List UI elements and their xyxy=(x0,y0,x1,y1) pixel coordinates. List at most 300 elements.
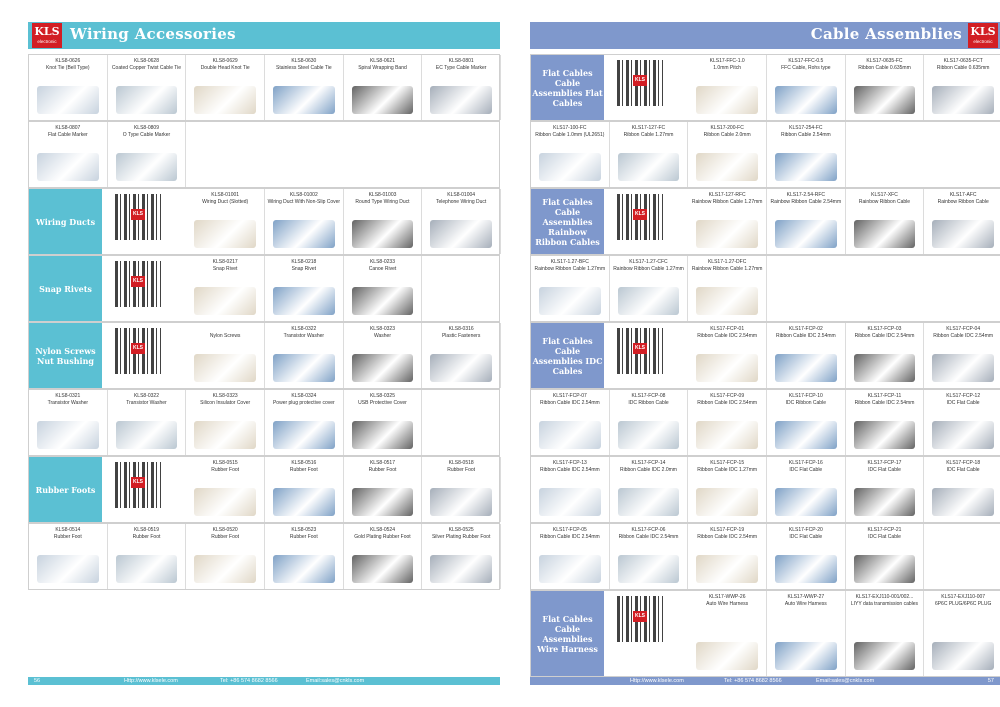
product-code: KLS8-0519 xyxy=(133,527,159,533)
product-cell[interactable] xyxy=(846,524,925,589)
product-code: KLS8-0324 xyxy=(291,393,317,399)
kls-logo xyxy=(968,23,998,48)
product-photo xyxy=(194,220,256,248)
product-code: KLS8-0520 xyxy=(212,527,238,533)
product-cell[interactable] xyxy=(344,189,423,254)
product-code: KLS8-0217 xyxy=(212,259,238,265)
product-cell[interactable] xyxy=(767,457,846,522)
product-photo xyxy=(854,555,916,583)
product-photo xyxy=(696,421,758,449)
product-code: KLS17-FCP-16 xyxy=(788,460,823,466)
product-code: KLS17-WWP-26 xyxy=(708,594,746,600)
right-page xyxy=(530,22,1000,684)
product-code: KLS17-200-FC xyxy=(710,125,744,131)
product-name: Ribbon Cable 0.635mm xyxy=(858,65,911,71)
product-cell[interactable] xyxy=(767,122,846,187)
product-code: KLS17-0635-FC xyxy=(866,58,903,64)
product-name: Double Head Knot Tie xyxy=(200,65,250,71)
product-cell[interactable] xyxy=(344,457,423,522)
product-name: IDC Flat Cable xyxy=(789,467,823,473)
product-cell[interactable] xyxy=(924,457,1000,522)
product-name: Telephone Wiring Duct xyxy=(436,199,487,205)
product-cell[interactable] xyxy=(29,122,108,187)
product-cell[interactable] xyxy=(924,323,1000,388)
product-cell[interactable] xyxy=(186,323,265,388)
product-photo xyxy=(273,220,335,248)
product-code: KLS17-FCP-18 xyxy=(946,460,981,466)
product-photo xyxy=(775,555,837,583)
product-cell[interactable] xyxy=(767,55,846,120)
product-cell[interactable] xyxy=(688,256,767,321)
product-photo xyxy=(273,555,335,583)
logo-sub: electronic xyxy=(37,39,57,44)
product-cell[interactable] xyxy=(29,55,108,120)
product-name: USB Protective Cover xyxy=(358,400,407,406)
kls-logo: KLS xyxy=(131,343,145,354)
product-name: Spiral Wrapping Band xyxy=(358,65,407,71)
product-code: KLS8-0525 xyxy=(448,527,474,533)
product-code: KLS17-0635-FCT xyxy=(943,58,983,64)
product-cell[interactable] xyxy=(767,591,846,676)
product-code: KLS8-0515 xyxy=(212,460,238,466)
product-name: Ribbon Cable IDC 2.54mm xyxy=(539,467,600,473)
product-photo xyxy=(116,421,178,449)
product-cell[interactable] xyxy=(688,457,767,522)
product-code: KLS8-0628 xyxy=(133,58,159,64)
product-photo xyxy=(352,421,414,449)
product-photo xyxy=(775,220,837,248)
logo-main: KLS xyxy=(970,25,996,38)
product-photo xyxy=(775,153,837,181)
product-cell[interactable] xyxy=(422,524,501,589)
product-name: EC Type Cable Marker xyxy=(435,65,487,71)
product-photo xyxy=(352,488,414,516)
product-code: KLS17-FCP-05 xyxy=(552,527,587,533)
product-name: Knot Tie (Bell Type) xyxy=(46,65,90,71)
product-code: KLS8-0516 xyxy=(291,460,317,466)
product-code: KLS17-1.27-BFC xyxy=(550,259,589,265)
product-cell[interactable] xyxy=(265,323,344,388)
product-name: Rainbow Ribbon Cable 1.27mm xyxy=(691,199,763,205)
product-cell[interactable] xyxy=(846,591,925,676)
product-photo xyxy=(696,488,758,516)
product-photo xyxy=(854,220,916,248)
product-name: Plastic Fasteners xyxy=(441,333,481,339)
product-code: KLS17-FCP-12 xyxy=(946,393,981,399)
product-photo xyxy=(37,555,99,583)
product-name: Rubber Foot xyxy=(368,467,397,473)
product-name: IDC Flat Cable xyxy=(789,534,823,540)
product-code: KLS17-EXJ110-001/002... xyxy=(855,594,914,600)
product-photo xyxy=(932,354,994,382)
product-cell[interactable] xyxy=(767,524,846,589)
section-banner: Flat Cables Cable Assemblies Flat Cables xyxy=(531,55,604,120)
product-cell[interactable] xyxy=(924,189,1000,254)
product-photo xyxy=(352,354,414,382)
footer-tel: Tel: +86 574 8682 8566 xyxy=(220,678,278,684)
product-code: KLS17-100-FC xyxy=(553,125,587,131)
product-code: KLS17-127-RFC xyxy=(708,192,746,198)
section-banner: Flat Cables Cable Assemblies Wire Harness xyxy=(531,591,604,676)
product-cell[interactable] xyxy=(265,189,344,254)
product-name: Stainless Steel Cable Tie xyxy=(276,65,332,71)
section-row xyxy=(530,590,1000,677)
product-photo xyxy=(194,287,256,315)
product-cell[interactable] xyxy=(108,390,187,455)
product-photo xyxy=(194,555,256,583)
product-code: KLS17-2.54-RFC xyxy=(786,192,825,198)
product-code: KLS8-0218 xyxy=(291,259,317,265)
product-name: Ribbon Cable 2.0mm xyxy=(703,132,751,138)
section-row xyxy=(530,188,1000,255)
product-cell[interactable] xyxy=(924,591,1000,676)
product-cell[interactable] xyxy=(846,55,925,120)
product-cell[interactable] xyxy=(344,55,423,120)
product-cell[interactable] xyxy=(344,323,423,388)
section-banner: Rubber Foots xyxy=(29,457,102,522)
product-cell[interactable] xyxy=(846,390,925,455)
product-cell[interactable] xyxy=(186,457,265,522)
left-footer xyxy=(28,677,500,685)
product-cell[interactable] xyxy=(531,256,610,321)
product-name: Ribbon Cable IDC 2.54mm xyxy=(697,400,758,406)
product-code: KLS17-127-FC xyxy=(631,125,666,131)
product-cell[interactable] xyxy=(186,256,265,321)
product-cell[interactable] xyxy=(688,122,767,187)
product-photo xyxy=(539,421,601,449)
product-code: KLS17-FCP-17 xyxy=(867,460,902,466)
product-cell[interactable] xyxy=(688,323,767,388)
product-photo xyxy=(696,555,758,583)
product-cell[interactable] xyxy=(344,256,423,321)
product-photo xyxy=(273,421,335,449)
product-name: Nylon Screws xyxy=(209,333,241,339)
product-cell[interactable] xyxy=(610,256,689,321)
product-cell[interactable] xyxy=(422,457,501,522)
product-name: Coated Copper Twist Cable Tie xyxy=(111,65,182,71)
product-photo xyxy=(539,287,601,315)
product-name: Canoe Rivet xyxy=(368,266,397,272)
product-name: Transistor Washer xyxy=(126,400,167,406)
product-code: KLS17-FCP-19 xyxy=(710,527,745,533)
product-cell[interactable] xyxy=(610,122,689,187)
product-photo xyxy=(696,86,758,114)
page-number: 56 xyxy=(34,678,41,684)
product-photo xyxy=(775,421,837,449)
product-cell[interactable] xyxy=(610,390,689,455)
product-cell[interactable] xyxy=(688,189,767,254)
product-cell[interactable] xyxy=(265,390,344,455)
product-cell[interactable] xyxy=(610,457,689,522)
product-code: KLS17-FCP-14 xyxy=(631,460,666,466)
product-name: Rubber Foot xyxy=(289,467,318,473)
product-code: KLS17-FCP-04 xyxy=(946,326,981,332)
product-name: 1.0mm Pitch xyxy=(713,65,742,71)
product-name: Rainbow Ribbon Cable 2.54mm xyxy=(770,199,842,205)
product-code: KLS17-FCP-03 xyxy=(867,326,902,332)
product-photo xyxy=(696,220,758,248)
product-name: Ribbon Cable IDC 2.54mm xyxy=(539,400,600,406)
product-photo xyxy=(273,488,335,516)
product-code: KLS17-FCP-02 xyxy=(788,326,823,332)
product-photo xyxy=(854,642,916,670)
product-code: KLS17-FCP-07 xyxy=(552,393,587,399)
product-code: KLS17-FCP-21 xyxy=(867,527,902,533)
product-cell[interactable] xyxy=(344,524,423,589)
product-code: KLS8-0629 xyxy=(212,58,238,64)
product-code: KLS8-0809 xyxy=(133,125,159,131)
product-cell[interactable] xyxy=(846,189,925,254)
product-name: Rubber Foot xyxy=(447,467,476,473)
product-row xyxy=(530,523,1000,590)
product-photo xyxy=(352,86,414,114)
product-code: KLS17-FCP-09 xyxy=(710,393,745,399)
product-photo xyxy=(854,421,916,449)
product-row xyxy=(530,255,1000,322)
product-photo xyxy=(539,153,601,181)
product-photo xyxy=(696,354,758,382)
product-cell[interactable] xyxy=(846,457,925,522)
product-name: LIYY data transmission cables xyxy=(850,601,919,607)
product-code: KLS17-FCP-08 xyxy=(631,393,666,399)
product-name: Ribbon Cable IDC 2.54mm xyxy=(539,534,600,540)
product-photo xyxy=(618,488,680,516)
product-cell[interactable] xyxy=(924,390,1000,455)
product-cell[interactable] xyxy=(108,55,187,120)
product-cell[interactable] xyxy=(186,55,265,120)
product-name: IDC Flat Cable xyxy=(946,467,980,473)
product-cell[interactable] xyxy=(186,189,265,254)
product-cell[interactable] xyxy=(108,524,187,589)
product-cell[interactable] xyxy=(531,524,610,589)
product-name: Transistor Washer xyxy=(47,400,89,406)
product-photo xyxy=(854,354,916,382)
product-row xyxy=(28,523,500,590)
kls-logo: KLS xyxy=(633,343,647,354)
product-name: Rubber Foot xyxy=(211,467,240,473)
section-banner: Nylon Screws Nut Bushing xyxy=(29,323,102,388)
product-cell[interactable] xyxy=(846,323,925,388)
product-code: KLS17-WWP-27 xyxy=(787,594,825,600)
product-photo xyxy=(696,287,758,315)
product-photo xyxy=(775,488,837,516)
product-cell[interactable] xyxy=(688,390,767,455)
product-name: Ribbon Cable IDC 2.54mm xyxy=(775,333,836,339)
product-code: KLS17-FCP-10 xyxy=(788,393,823,399)
footer-url[interactable]: Http://www.klsele.com xyxy=(124,678,178,684)
kls-logo: KLS xyxy=(131,477,145,488)
product-photo xyxy=(854,86,916,114)
product-cell[interactable] xyxy=(610,524,689,589)
product-name: Snap Rivet xyxy=(291,266,317,272)
product-photo xyxy=(932,488,994,516)
product-code: KLS8-0322 xyxy=(133,393,159,399)
product-cell[interactable] xyxy=(767,189,846,254)
product-photo xyxy=(430,488,492,516)
footer-email[interactable]: Email:sales@cnkls.com xyxy=(306,678,365,684)
product-cell[interactable] xyxy=(265,524,344,589)
product-name: Auto Wire Harness xyxy=(784,601,827,607)
product-name: Rubber Foot xyxy=(132,534,161,540)
product-name: Rainbow Ribbon Cable xyxy=(858,199,911,205)
product-cell[interactable] xyxy=(265,457,344,522)
product-name: FFC Cable, Rohs type xyxy=(781,65,831,71)
product-cell[interactable] xyxy=(688,591,767,676)
product-name: Ribbon Cable IDC 2.54mm xyxy=(697,534,758,540)
product-code: KLS17-FCP-15 xyxy=(710,460,745,466)
product-row xyxy=(530,121,1000,188)
product-code: KLS8-0630 xyxy=(291,58,317,64)
product-name: Ribbon Cable IDC 1.27mm xyxy=(697,467,758,473)
product-cell[interactable] xyxy=(422,323,501,388)
product-photo xyxy=(194,488,256,516)
product-photo xyxy=(430,220,492,248)
page-title: Wiring Accessories xyxy=(70,25,236,43)
product-photo xyxy=(273,86,335,114)
product-cell[interactable] xyxy=(265,55,344,120)
product-photo xyxy=(430,354,492,382)
product-code: KLS8-01001 xyxy=(211,192,240,198)
kls-logo: KLS xyxy=(633,75,647,86)
product-cell[interactable] xyxy=(265,256,344,321)
product-cell[interactable] xyxy=(186,390,265,455)
product-name: Ribbon Cable IDC 2.54mm xyxy=(697,333,758,339)
product-cell[interactable] xyxy=(108,122,187,187)
kls-logo: KLS xyxy=(131,276,145,287)
product-code: KLS17-1.27-DFC xyxy=(707,259,747,265)
product-cell[interactable] xyxy=(344,390,423,455)
product-code: KLS8-0233 xyxy=(369,259,395,265)
product-code: KLS17-FCP-06 xyxy=(631,527,666,533)
product-photo xyxy=(352,555,414,583)
product-photo xyxy=(775,354,837,382)
page-number: 57 xyxy=(987,678,994,684)
product-cell[interactable] xyxy=(688,55,767,120)
product-cell[interactable] xyxy=(29,390,108,455)
product-name: Rainbow Ribbon Cable 1.27mm xyxy=(691,266,763,272)
section-banner: Snap Rivets xyxy=(29,256,102,321)
product-code: KLS8-0322 xyxy=(291,326,317,332)
product-photo xyxy=(194,354,256,382)
product-row xyxy=(28,389,500,456)
product-cell[interactable] xyxy=(422,189,501,254)
section-banner: Flat Cables Cable Assemblies Rainbow Ribbon Cables xyxy=(531,189,604,254)
product-name: O Type Cable Marker xyxy=(122,132,171,138)
product-code: KLS8-0518 xyxy=(448,460,474,466)
product-code: KLS8-0523 xyxy=(291,527,317,533)
product-code: KLS8-0323 xyxy=(212,393,238,399)
product-code: KLS8-01002 xyxy=(289,192,318,198)
product-name: Wiring Duct (Slotted) xyxy=(202,199,249,205)
section-banner: Flat Cables Cable Assemblies IDC Cables xyxy=(531,323,604,388)
product-name: Ribbon Cable IDC 2.54mm xyxy=(854,333,915,339)
product-cell[interactable] xyxy=(531,122,610,187)
product-code: KLS8-0801 xyxy=(448,58,474,64)
section-row xyxy=(28,188,500,255)
product-photo xyxy=(273,354,335,382)
kls-logo: KLS xyxy=(633,611,647,622)
product-code: KLS17-1.27-CFC xyxy=(629,259,668,265)
product-name: Ribbon Cable IDC 2.54mm xyxy=(933,333,994,339)
product-photo xyxy=(696,153,758,181)
left-page xyxy=(28,22,500,684)
footer-url[interactable]: Http://www.klsele.com xyxy=(630,678,684,684)
product-code: KLS8-01003 xyxy=(368,192,397,198)
product-row xyxy=(28,121,500,188)
product-cell[interactable] xyxy=(767,323,846,388)
product-photo xyxy=(116,86,178,114)
product-photo xyxy=(352,220,414,248)
product-photo xyxy=(932,220,994,248)
product-photo xyxy=(932,421,994,449)
footer-email[interactable]: Email:sales@cnkls.com xyxy=(816,678,875,684)
kls-logo xyxy=(32,23,62,48)
product-row xyxy=(28,54,500,121)
product-code: KLS17-EXJ110-007 xyxy=(941,594,986,600)
product-photo xyxy=(932,642,994,670)
product-row xyxy=(530,456,1000,523)
product-cell[interactable] xyxy=(688,524,767,589)
section-row xyxy=(530,54,1000,121)
product-code: KLS17-FFC-1.0 xyxy=(709,58,745,64)
product-name: 6P6C PLUG/6P6C PLUG xyxy=(934,601,992,607)
product-code: KLS8-0524 xyxy=(369,527,395,533)
product-code: KLS17-FCP-13 xyxy=(552,460,587,466)
product-name: Auto Wire Harness xyxy=(706,601,749,607)
section-row xyxy=(28,255,500,322)
product-photo xyxy=(539,555,601,583)
product-name: Gold Plating Rubber Foot xyxy=(354,534,411,540)
section-row xyxy=(530,322,1000,389)
product-photo xyxy=(618,287,680,315)
product-cell[interactable] xyxy=(924,55,1000,120)
product-photo xyxy=(37,421,99,449)
product-name: Ribbon Cable 1.0mm (UL2651) xyxy=(535,132,605,138)
product-name: Transistor Washer xyxy=(283,333,325,339)
product-name: Rainbow Ribbon Cable xyxy=(937,199,989,205)
left-header xyxy=(28,22,500,49)
product-name: Rubber Foot xyxy=(53,534,82,540)
product-cell[interactable] xyxy=(531,457,610,522)
product-cell[interactable] xyxy=(531,390,610,455)
product-name: Rubber Foot xyxy=(211,534,240,540)
product-name: IDC Flat Cable xyxy=(946,400,980,406)
product-cell[interactable] xyxy=(422,55,501,120)
product-photo xyxy=(932,86,994,114)
product-cell[interactable] xyxy=(186,524,265,589)
product-name: IDC Ribbon Cable xyxy=(628,400,669,406)
logo-sub: electronic xyxy=(973,39,993,44)
product-photo xyxy=(775,642,837,670)
product-photo xyxy=(273,287,335,315)
product-name: Ribbon Cable 2.54mm xyxy=(780,132,831,138)
product-photo xyxy=(618,555,680,583)
footer-tel: Tel: +86 574 8682 8566 xyxy=(724,678,782,684)
product-cell[interactable] xyxy=(767,390,846,455)
product-cell[interactable] xyxy=(29,524,108,589)
product-name: Rubber Foot xyxy=(289,534,318,540)
product-name: Ribbon Cable IDC 2.0mm xyxy=(620,467,677,473)
product-code: KLS8-0323 xyxy=(369,326,395,332)
product-photo xyxy=(116,153,178,181)
product-name: IDC Flat Cable xyxy=(868,534,901,540)
product-name: Washer xyxy=(373,333,391,339)
product-code: KLS8-0517 xyxy=(369,460,395,466)
product-name: Ribbon Cable 0.635mm xyxy=(936,65,990,71)
product-name: Flat Cable Marker xyxy=(47,132,88,138)
product-name: Ribbon Cable IDC 2.54mm xyxy=(854,400,915,406)
kls-logo: KLS xyxy=(131,209,145,220)
